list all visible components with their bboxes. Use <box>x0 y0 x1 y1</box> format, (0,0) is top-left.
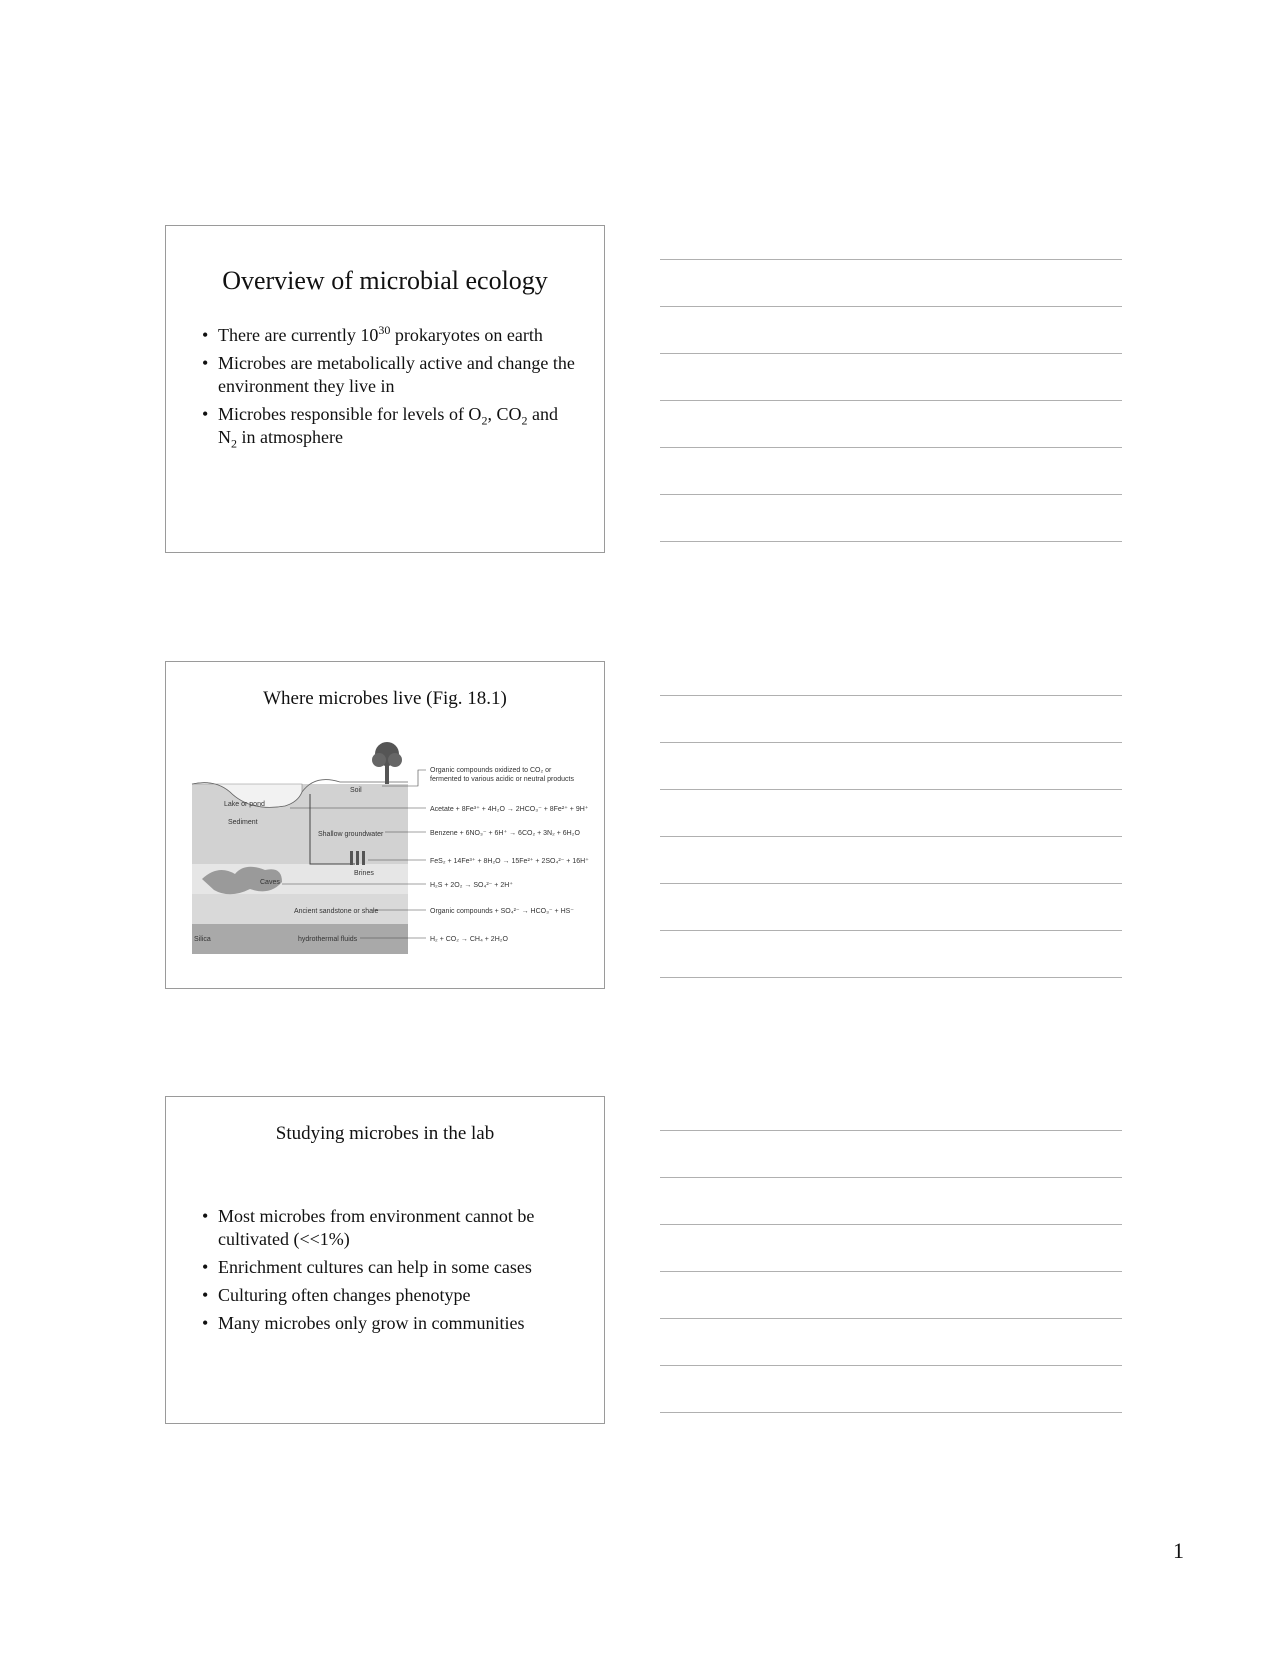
reaction-text: FeS₂ + 14Fe³⁺ + 8H₂O → 15Fe²⁺ + 2SO₄²⁻ + 16H⁺ <box>430 858 589 865</box>
label-caves: Caves <box>260 879 280 886</box>
slide-3-bullets <box>202 1205 576 1340</box>
slide-1 <box>165 225 605 553</box>
bullet-item: • Microbes are metabolically active and change the environment they live in <box>202 352 576 398</box>
tree-icon <box>372 742 402 784</box>
slide-2-title: Where microbes live (Fig. 18.1) <box>263 688 507 709</box>
reaction-text: Acetate + 8Fe³⁺ + 4H₂O → 2HCO₃⁻ + 8Fe²⁺ + 9H⁺ <box>430 806 589 813</box>
reaction-text: H₂ + CO₂ → CH₄ + 2H₂O <box>430 936 508 943</box>
brine-tank <box>356 851 359 865</box>
reaction-text: Organic compounds oxidized to CO₂ or <box>430 767 552 774</box>
reaction-text: Organic compounds + SO₄²⁻ → HCO₃⁻ + HS⁻ <box>430 908 575 915</box>
bullet-item: • Culturing often changes phenotype <box>202 1284 576 1307</box>
slide-1-bullets <box>202 324 576 454</box>
label-groundwater: Shallow groundwater <box>318 831 384 838</box>
reaction-text: fermented to various acidic or neutral products <box>430 776 574 783</box>
slide-3 <box>165 1096 605 1424</box>
bullet-item: • Most microbes from environment cannot be cultivated (<<1%) <box>202 1205 576 1251</box>
bullet-item: • Microbes responsible for levels of $O_2$, $CO_2$ and $N_2$ in atmosphere <box>202 403 576 449</box>
label-hydrothermal: hydrothermal fluids <box>298 936 358 943</box>
label-silica: Silica <box>194 936 211 943</box>
page-number: 1 <box>1173 1538 1184 1563</box>
bullet-item: • Enrichment cultures can help in some cases <box>202 1256 576 1279</box>
bullet-item: • There are currently $10^{30}$ prokaryotes on earth <box>202 324 576 347</box>
label-lake: Lake or pond <box>224 801 265 808</box>
microbe-habitats-figure <box>190 734 590 964</box>
bullet-item: • Many microbes only grow in communities <box>202 1312 576 1335</box>
slide-1-title: Overview of microbial ecology <box>222 266 548 295</box>
label-brines: Brines <box>354 870 374 877</box>
reaction-text: H₂S + 2O₂ → SO₄²⁻ + 2H⁺ <box>430 882 513 889</box>
reaction-text: Benzene + 6NO₃⁻ + 6H⁺ → 6CO₂ + 3N₂ + 6H₂O <box>430 830 580 837</box>
brine-tank <box>362 851 365 865</box>
slide-3-title: Studying microbes in the lab <box>275 1123 495 1144</box>
label-soil: Soil <box>350 787 362 794</box>
label-sandstone: Ancient sandstone or shale <box>294 908 379 915</box>
brine-tank <box>350 851 353 865</box>
slide-2 <box>165 661 605 989</box>
label-sediment: Sediment <box>228 819 258 826</box>
